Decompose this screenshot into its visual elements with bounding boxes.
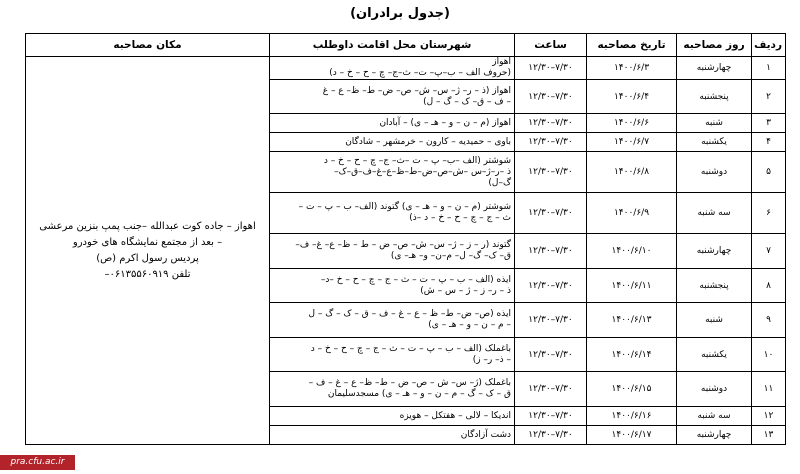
interview-date: ۱۴۰۰/۶/۱۳ [587,303,677,338]
city-line: (حروف الف – ب–پ– ت– ث–ج– چ – ح – خ – د) [329,68,511,78]
city-cell [270,407,515,426]
row-number: ۹ [752,303,786,338]
interview-date: ۱۴۰۰/۶/۱۰ [587,234,677,269]
header-time: ساعت [515,34,587,57]
interview-day: شنبه [677,303,752,338]
city-line: ق– ک– گ– ل– م–ن– و– هـ– ی) [390,251,511,261]
interview-date: ۱۴۰۰/۶/۱۵ [587,372,677,407]
header-day: روز مصاحبه [677,34,752,57]
place-line: – بعد از مجتمع نمایشگاه های خودرو [72,236,223,248]
city-cell [270,114,515,133]
city-cell [270,234,515,269]
city-cell [270,338,515,372]
table-title: (جدول برادران) [350,6,450,21]
place-line: پردیس رسول اکرم (ص) [96,252,199,264]
row-number: ۳ [752,114,786,133]
interview-time: ۷/۳۰–۱۲/۳۰ [515,114,587,133]
city-cell [270,152,515,193]
interview-time: ۷/۳۰–۱۲/۳۰ [515,193,587,234]
row-number: ۷ [752,234,786,269]
city-cell [270,80,515,114]
row-number: ۴ [752,133,786,152]
interview-time: ۷/۳۰–۱۲/۳۰ [515,338,587,372]
city-line: ق – ک – گ – م – ن – و – هـ – ی) مسجدسلیمان [327,389,511,399]
interview-time: ۷/۳۰–۱۲/۳۰ [515,372,587,407]
row-number: ۱۳ [752,426,786,445]
interview-time: ۷/۳۰–۱۲/۳۰ [515,234,587,269]
interview-day: چهارشنبه [677,234,752,269]
header-date: تاریخ مصاحبه [587,34,677,57]
interview-time: ۷/۳۰–۱۲/۳۰ [515,57,587,80]
city-line: باغملک (ژ– س– ش – ص– ض – ط– ظ– ع – غ – ف – [308,378,511,388]
city-line: اندیکا – لالی – هفتکل – هویزه [399,410,511,421]
city-line: – م – ن – و – هـ – ی) [428,320,511,330]
city-line: – ف – ق– ک – گ – ل) [423,96,511,107]
row-number: ۲ [752,80,786,114]
interview-day: سه شنبه [677,407,752,426]
interview-time: ۷/۳۰–۱۲/۳۰ [515,407,587,426]
site-logo[interactable]: pra.cfu.ac.ir [0,455,75,470]
interview-time: ۷/۳۰–۱۲/۳۰ [515,303,587,338]
row-number: ۶ [752,193,786,234]
city-cell [270,193,515,234]
city-line: ایذه (ص– ض– ط– ظ – ع – غ – ف – ق – ک – گ – ل [308,309,511,319]
city-line: اهواز (ذ – ر– ژ– س– ش– ص– ض– ط– ظ– ع – غ [322,85,511,96]
interview-time: ۷/۳۰–۱۲/۳۰ [515,426,587,445]
city-line: ایذه (الف – ب – پ – ت – ث – ج – چ – ح – خ –د– [320,274,511,285]
city-line: اهواز [492,57,511,67]
table-row [26,57,786,80]
row-number: ۵ [752,152,786,193]
city-line: شوشتر (الف –ب– پ – ت –ث– ج– چ – ح – خ – د [323,155,511,166]
interview-time: ۷/۳۰–۱۲/۳۰ [515,152,587,193]
interview-place [26,57,270,445]
interview-day: پنجشنبه [677,80,752,114]
city-cell [270,269,515,303]
row-number: ۱۱ [752,372,786,407]
place-line: تلفن ۰۶۱۳۵۵۶۰۹۱۹– [104,268,191,280]
row-number: ۱ [752,57,786,80]
interview-day: چهارشنبه [677,426,752,445]
city-line: گ–ل) [488,177,511,188]
header-row: ردیف [752,34,786,57]
interview-date: ۱۴۰۰/۶/۹ [587,193,677,234]
interview-day: یکشنبه [677,338,752,372]
city-cell [270,57,515,80]
city-cell [270,426,515,445]
city-cell [270,372,515,407]
city-line: دشت آزادگان [460,429,511,440]
interview-date: ۱۴۰۰/۶/۱۷ [587,426,677,445]
interview-day: یکشنبه [677,133,752,152]
city-line: گتوند (ر – ز – ژ– س– ش– ص– ض – ط – ظ– ع– غ– ف– [295,240,511,250]
interview-time: ۷/۳۰–۱۲/۳۰ [515,133,587,152]
row-number: ۱۲ [752,407,786,426]
city-line: ذ – ر– ز – ژ – س – ش) [420,285,511,296]
interview-date: ۱۴۰۰/۶/۴ [587,80,677,114]
place-line: اهواز – جاده کوت عبدالله –جنب پمپ بنزین مرعشی [39,220,256,232]
interview-date: ۱۴۰۰/۶/۶ [587,114,677,133]
city-line: باغملک (الف – ب – پ – ت – ث – ج – چ – ح – خ – د [310,343,511,354]
header-city: شهرستان محل اقامت داوطلب [270,34,515,57]
interview-date: ۱۴۰۰/۶/۱۴ [587,338,677,372]
interview-time: ۷/۳۰–۱۲/۳۰ [515,80,587,114]
header-place: مکان مصاحبه [26,34,270,57]
city-line: اهواز (م – ن – و – هـ – ی) – آبادان [379,117,511,128]
interview-day: شنبه [677,114,752,133]
interview-time: ۷/۳۰–۱۲/۳۰ [515,269,587,303]
interview-day: چهارشنبه [677,57,752,80]
city-line: – ذ– ر– ز) [472,354,511,365]
city-cell [270,303,515,338]
city-line: ث – ج – چ – ح – خ – د –ذ) [409,213,511,223]
row-number: ۸ [752,269,786,303]
interview-day: پنجشنبه [677,269,752,303]
city-line: باوی – حمیدیه – کارون – خرمشهر – شادگان [345,136,511,147]
interview-date: ۱۴۰۰/۶/۷ [587,133,677,152]
interview-date: ۱۴۰۰/۶/۳ [587,57,677,80]
interview-date: ۱۴۰۰/۶/۸ [587,152,677,193]
city-cell [270,133,515,152]
interview-date: ۱۴۰۰/۶/۱۱ [587,269,677,303]
interview-date: ۱۴۰۰/۶/۱۶ [587,407,677,426]
city-line: ذ –ر–ژ–س –ش–ص–ض–ط–ظ–ع–غ–ف–ق–ک– [334,166,511,177]
row-number: ۱۰ [752,338,786,372]
interview-day: سه شنبه [677,193,752,234]
schedule-table [25,33,786,445]
city-line: شوشتر (م – ن – و – هـ – ی) گتوند (الف– ب – پ – ت – [298,202,511,212]
interview-day: دوشنبه [677,152,752,193]
interview-day: دوشنبه [677,372,752,407]
